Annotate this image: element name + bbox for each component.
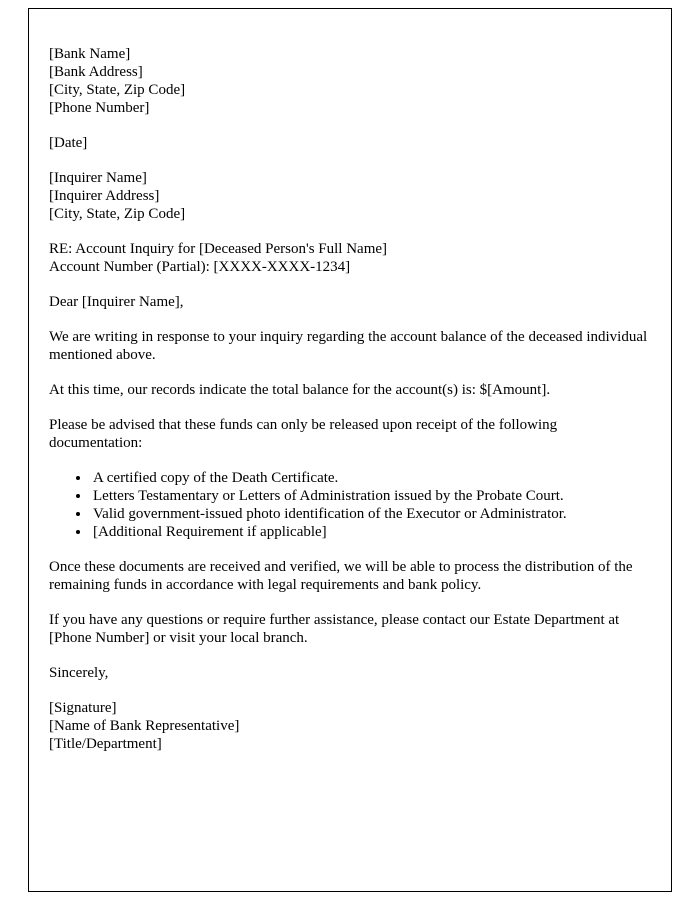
paragraph-advised: Please be advised that these funds can only be released upon receipt of the following documentation: [49, 417, 558, 451]
inquirer-address: [Inquirer Address] [49, 188, 160, 204]
paragraph-balance: At this time, our records indicate the total balance for the account(s) is: $[Amount]. [49, 382, 551, 398]
paragraph-contact: If you have any questions or require further assistance, please contact our Estate Department at [Phone Number] or visit your local branch. [49, 612, 620, 646]
list-item-death-certificate: • A certified copy of the Death Certificate. [91, 469, 651, 487]
list-item-photo-id: • Valid government-issued photo identification of the Executor or Administrator. [91, 505, 651, 523]
representative-name: [Name of Bank Representative] [49, 718, 240, 734]
salutation: Dear [Inquirer Name], [49, 294, 184, 310]
list-item-letters-testamentary: • Letters Testamentary or Letters of Administration issued by the Probate Court. [91, 487, 651, 505]
inquirer-city-state-zip: [City, State, Zip Code] [49, 206, 186, 222]
closing: Sincerely, [49, 665, 109, 681]
signature-block [49, 699, 651, 753]
date-block [49, 134, 651, 152]
paragraph-intro: We are writing in response to your inquiry regarding the account balance of the deceased individual mentioned above. [49, 329, 648, 363]
bank-name: [Bank Name] [49, 46, 131, 62]
letter-date: [Date] [49, 135, 88, 151]
required-documents-list [49, 469, 651, 541]
paragraph-process: Once these documents are received and verified, we will be able to process the distribution of the remaining funds in accordance with legal requirements and bank policy. [49, 559, 633, 593]
subject-re-line: RE: Account Inquiry for [Deceased Person's Full Name] [49, 241, 388, 257]
inquirer-name: [Inquirer Name] [49, 170, 147, 186]
subject-block [49, 240, 651, 276]
representative-title: [Title/Department] [49, 736, 162, 752]
inquirer-block [49, 169, 651, 223]
bank-header-block [49, 45, 651, 117]
bank-phone: [Phone Number] [49, 100, 150, 116]
bank-city-state-zip: [City, State, Zip Code] [49, 82, 186, 98]
signature-placeholder: [Signature] [49, 700, 117, 716]
bank-address: [Bank Address] [49, 64, 143, 80]
subject-account-line: Account Number (Partial): [XXXX-XXXX-1234] [49, 259, 351, 275]
list-item-additional-requirement: • [Additional Requirement if applicable] [91, 523, 651, 541]
letter-page [28, 8, 672, 892]
